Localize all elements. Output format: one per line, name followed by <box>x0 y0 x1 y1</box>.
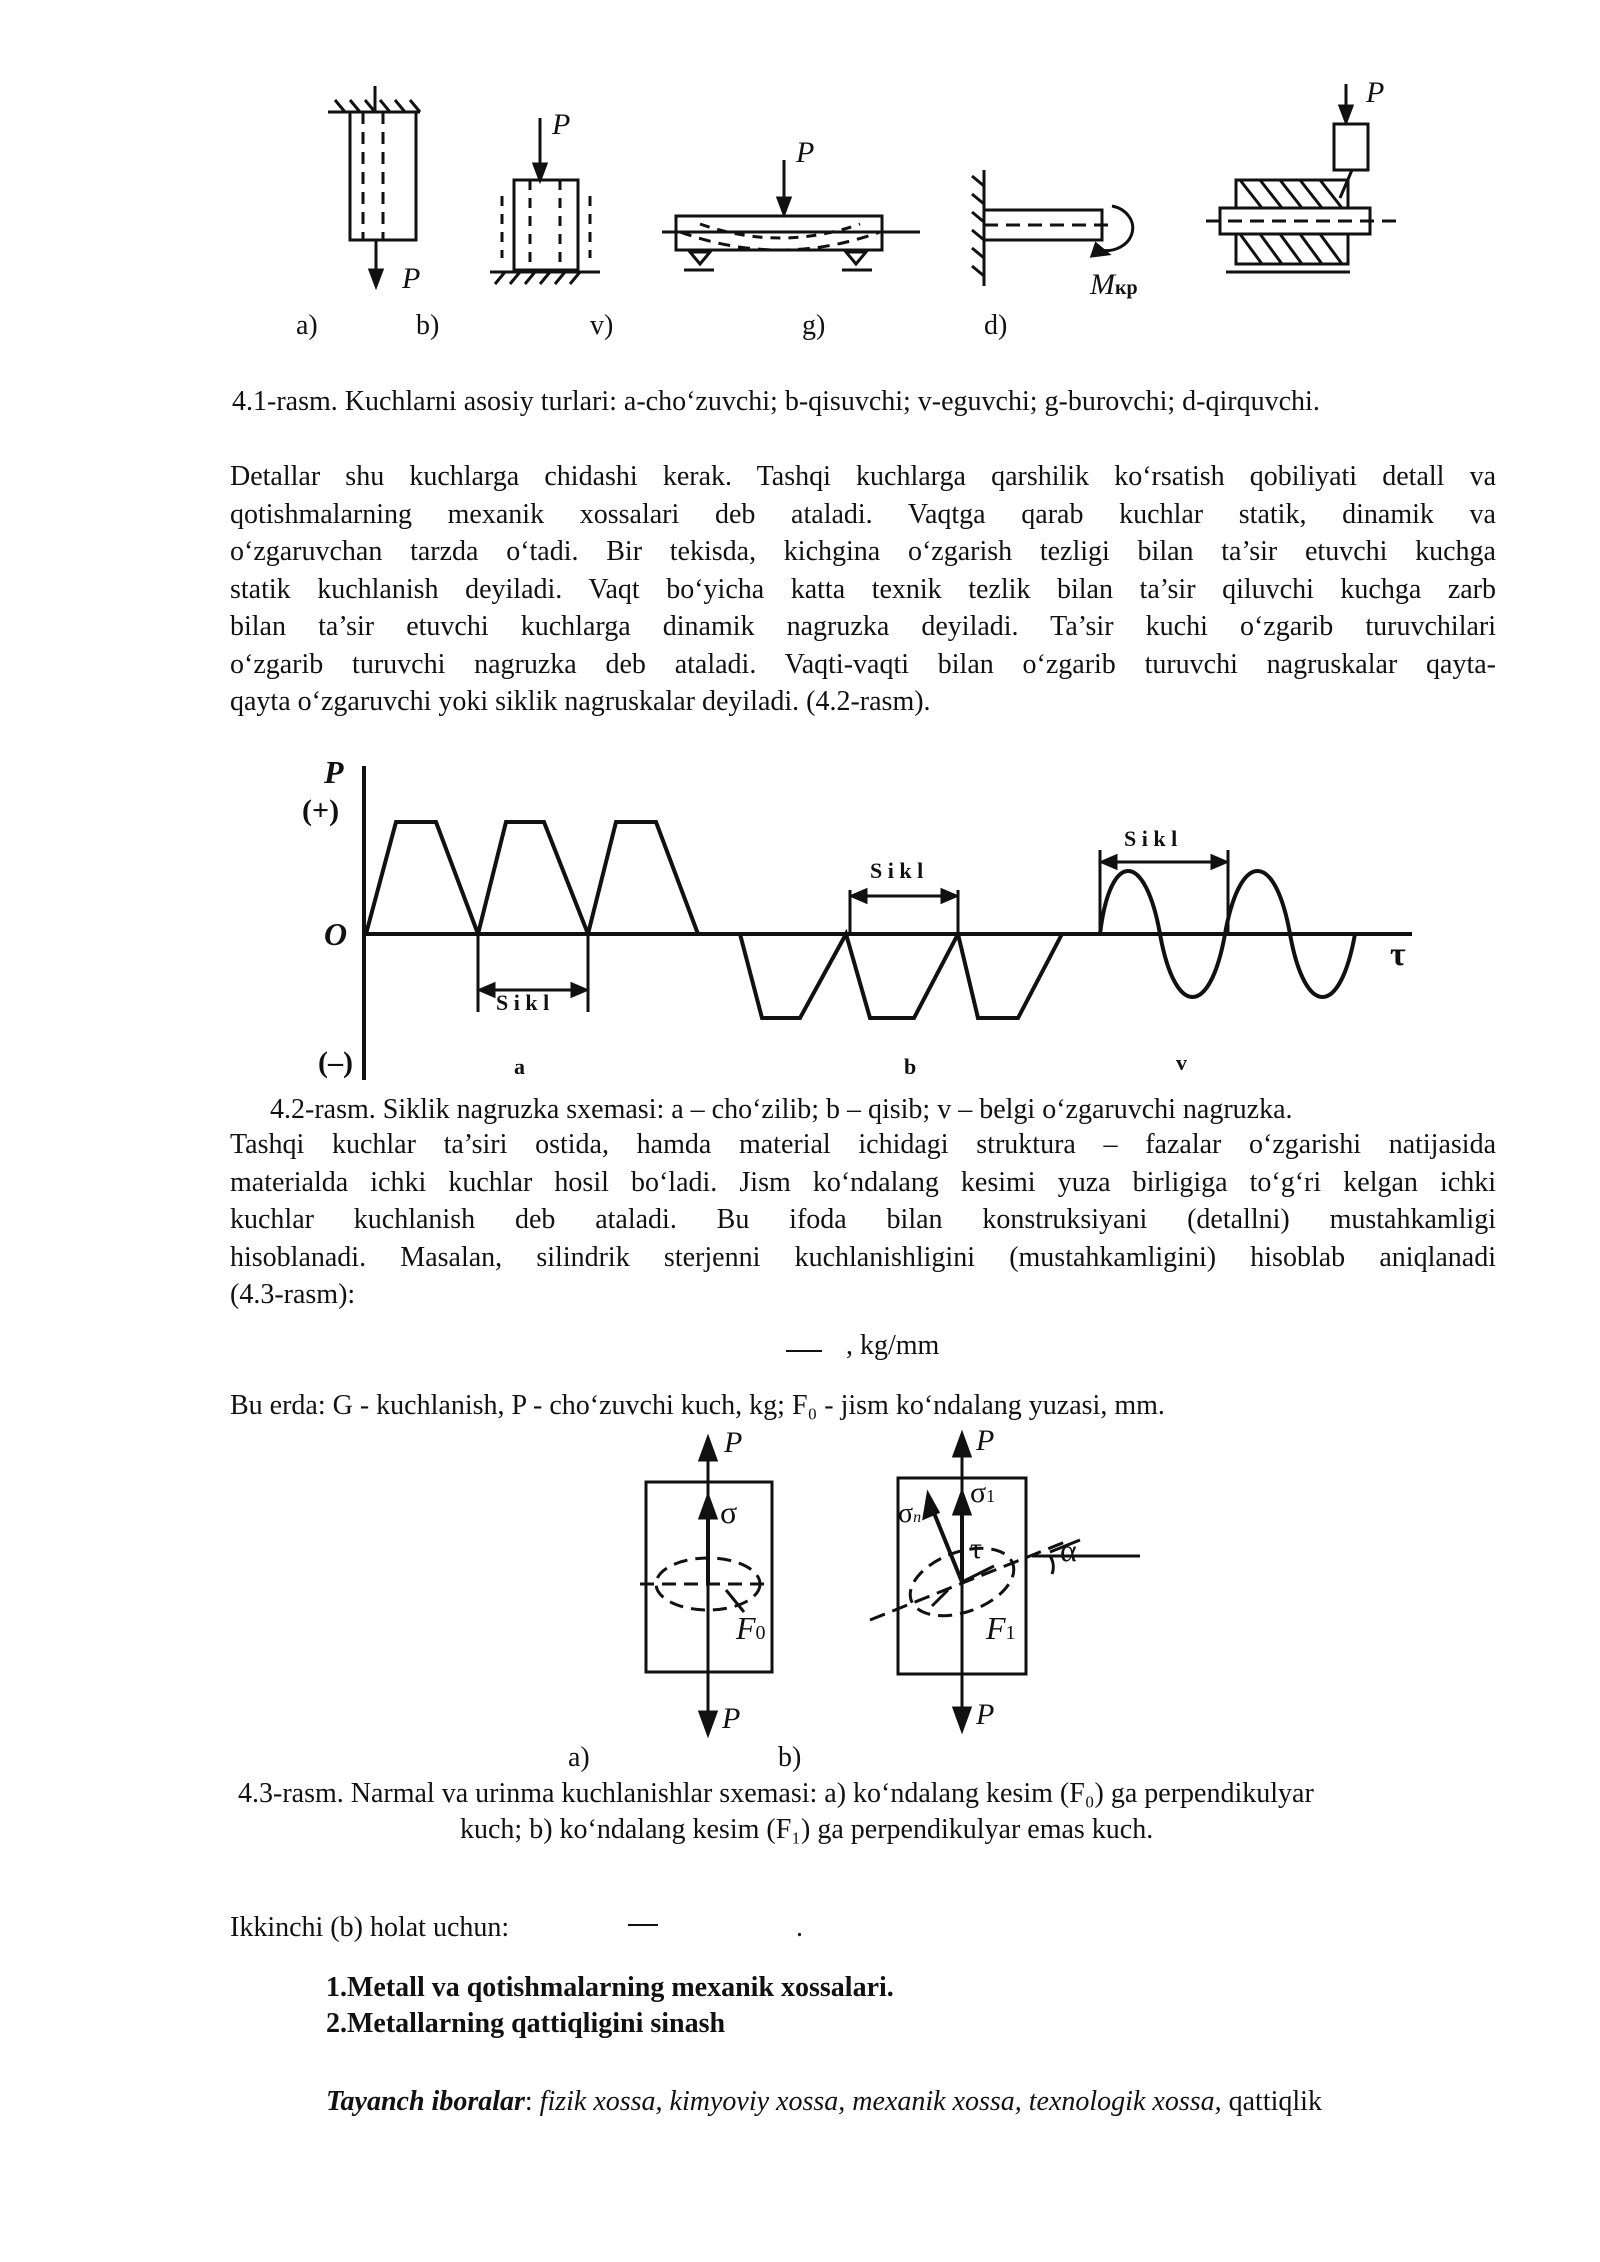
figure-4-2-caption: 4.2-rasm. Siklik nagruzka sxemasi: a – cho‘zilib; b – qisib; v – belgi o‘zgaruvchi nagruzka. <box>270 1094 1293 1125</box>
fig41-sublabel-a: a) <box>296 310 318 341</box>
fig43a-sigma: σ <box>720 1494 738 1530</box>
fig43b-tau: τ <box>970 1532 983 1565</box>
fig43b-sigman-letter: σ <box>898 1498 914 1529</box>
paragraph-1-line: o‘zgaruvchan tarzda o‘tadi. Bir tekisda, kichgina o‘zgarish tezligi bilan ta’sir etuvchi kuchga <box>230 536 1496 567</box>
fig43a-p-top: P <box>724 1426 743 1459</box>
fig43b-sigman-sub: n <box>913 1509 922 1526</box>
paragraph-1-line: qotishmalarning mexanik xossalari deb ataladi. Vaqtga qarab kuchlar statik, dinamik va <box>230 498 1496 530</box>
paragraph-2-line: kuchlar kuchlanish deb ataladi. Bu ifoda bilan konstruksiyani (detallni) mustahkamligi <box>230 1204 1496 1235</box>
fig41-sublabel-v: v) <box>590 310 614 341</box>
fig41-mkr-m: M <box>1090 268 1115 301</box>
fig43b-sigma1-letter: σ <box>970 1476 987 1509</box>
paragraph-1-line: qayta o‘zgaruvchi yoki siklik nagruskalar deyiladi. (4.2-rasm). <box>230 686 931 717</box>
second-case-label: Ikkinchi (b) holat uchun: <box>230 1912 510 1943</box>
fig42-sikl-v: S i k l <box>1124 826 1178 851</box>
fig43b-f1-letter: F <box>986 1610 1006 1646</box>
paragraph-1-line: o‘zgarib turuvchi nagruzka deb ataladi. Vaqti-vaqti bilan o‘zgarib turuvchi nagruskalar qayta- <box>230 648 1496 680</box>
fig43b-sigma1-sub: 1 <box>986 1486 996 1506</box>
formula-unit: , kg/mm <box>846 1330 940 1361</box>
keywords-italic-list: fizik xossa, kimyoviy xossa, mexanik xossa, texnologik xossa, <box>539 2086 1222 2117</box>
fig43a-f0-sub: 0 <box>755 1622 766 1644</box>
fig42-minus: (–) <box>318 1046 353 1079</box>
paragraph-2-line: Tashqi kuchlar ta’siri ostida, hamda material ichidagi struktura – fazalar o‘zgarishi natijasida <box>230 1129 1496 1160</box>
fig41-sublabel-b: b) <box>416 310 440 341</box>
fig43a-p-bottom: P <box>722 1702 741 1735</box>
fig42-sub-b: b <box>904 1054 917 1079</box>
paragraph-1-line: bilan ta’sir etuvchi kuchlarga dinamik nagruzka deyiladi. Ta’sir kuchi o‘zgarib turuvchilari <box>230 611 1496 642</box>
keywords-colon: : <box>524 2086 533 2117</box>
fig43b-sigma1 <box>970 1476 995 1510</box>
fig43-sub-a: a) <box>568 1742 590 1773</box>
fig42-sub-v: v <box>1176 1050 1187 1075</box>
fig42-origin: O <box>324 916 348 952</box>
keywords-label: Tayanch iboralar <box>326 2086 525 2117</box>
keywords-tail: qattiqlik <box>1228 2086 1322 2117</box>
section-heading-2: 2.Metallarning qattiqligini sinash <box>326 2008 726 2039</box>
figure-4-1-caption: 4.1-rasm. Kuchlarni asosiy turlari: a-cho‘zuvchi; b-qisuvchi; v-eguvchi; g-burovchi; d-qirquvchi. <box>232 386 1320 417</box>
fig42-sikl-b: S i k l <box>870 858 924 883</box>
fig43b-p-bottom: P <box>976 1698 995 1731</box>
keywords-line <box>326 2084 1566 2120</box>
definition-line: Bu erda: G - kuchlanish, P - cho‘zuvchi kuch, kg; F₀ - jism ko‘ndalang yuzasi, mm. <box>230 1390 1165 1421</box>
paragraph-2-line: (4.3-rasm): <box>230 1279 356 1310</box>
paragraph-2-line: hisoblanadi. Masalan, silindrik sterjenni kuchlanishligini (mustahkamligini) hisoblab aniqlanadi <box>230 1241 1496 1273</box>
fig42-sub-a: a <box>514 1054 525 1079</box>
fig43-sub-b: b) <box>778 1742 802 1773</box>
paragraph-2-line: materialda ichki kuchlar hosil bo‘ladi. Jism ko‘ndalang kesimi yuza birligiga to‘g‘ri kelgan ichki <box>230 1166 1496 1198</box>
paragraph-1-line: Detallar shu kuchlarga chidashi kerak. Tashqi kuchlarga qarshilik ko‘rsatish qobiliyati detall va <box>230 461 1496 492</box>
fig41-p-label-b: P <box>552 108 571 141</box>
fig41-p-label-a: P <box>402 262 421 295</box>
second-case-fraction-bar <box>628 1924 658 1926</box>
fig42-axis-p: P <box>324 754 344 790</box>
fig41-sublabel-d: d) <box>984 310 1008 341</box>
paragraph-1-line: statik kuchlanish deyiladi. Vaqt bo‘yicha katta texnik tezlik bilan ta’sir qiluvchi kuchga zarb <box>230 573 1496 605</box>
fig43b-p-top: P <box>976 1424 995 1457</box>
fig41-mkr-sub: кр <box>1115 277 1138 299</box>
figure-4-3-caption-line2: kuch; b) ko‘ndalang kesim (F₁) ga perpendikulyar emas kuch. <box>460 1814 1154 1845</box>
second-case-dot: . <box>796 1912 803 1943</box>
fig43b-alpha: α <box>1060 1532 1077 1568</box>
fig41-sublabel-g: g) <box>802 310 826 341</box>
fig43b-f1 <box>986 1610 1016 1647</box>
fig41-p-label-v: P <box>796 136 815 169</box>
fig42-tau: τ <box>1390 936 1406 973</box>
fig43b-sigman <box>898 1498 921 1530</box>
section-heading-1: 1.Metall va qotishmalarning mexanik xossalari. <box>326 1972 894 2003</box>
fig43a-f0 <box>736 1610 766 1647</box>
fig42-plus: (+) <box>302 794 340 827</box>
figure-4-3-caption-line1: 4.3-rasm. Narmal va urinma kuchlanishlar sxemasi: a) ko‘ndalang kesim (F₀) ga perpendikulyar <box>238 1778 1314 1809</box>
fig43a-f0-letter: F <box>736 1610 756 1646</box>
fig42-sikl-a: S i k l <box>496 990 550 1015</box>
fig41-p-label-d: P <box>1366 76 1385 109</box>
fig43b-f1-sub: 1 <box>1005 1622 1016 1644</box>
